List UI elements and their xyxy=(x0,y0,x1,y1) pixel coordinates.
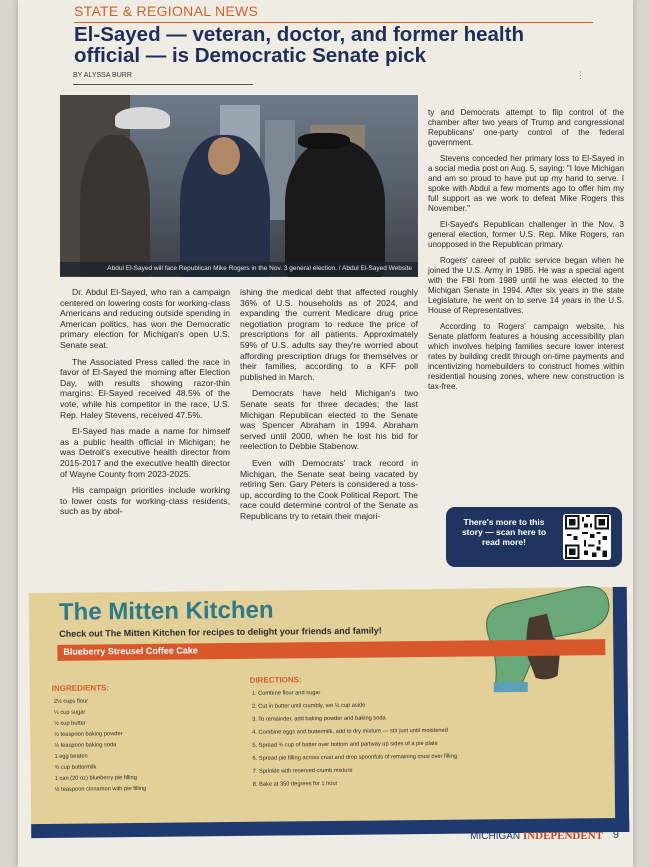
ingredients-list xyxy=(54,696,146,796)
section-label: STATE & REGIONAL NEWS xyxy=(74,3,259,19)
page-number: 9 xyxy=(612,829,619,841)
logo-part: MICHIGAN xyxy=(470,831,521,842)
directions-list xyxy=(252,687,458,793)
photo-caption: Abdul El-Sayed will face Republican Mike Rogers in the Nov. 3 general election. / Abdul El-Sayed Website xyxy=(60,262,418,276)
direction-step: 7. Sprinkle with reserved crumb mixture xyxy=(252,767,353,775)
paragraph: His campaign priorities include working to lower costs for working-class residents, such as by abol- xyxy=(60,485,230,517)
direction-step: 8. Bake at 350 degrees for 1 hour xyxy=(252,780,338,788)
direction-step: 4. Combine eggs and buttermilk, add to dry mixture — stir just until moistened xyxy=(252,727,448,736)
paragraph: The Associated Press called the race in favor of El-Sayed the morning after Election Day, with results showing razor-thin margins: El-Sayed received 48.5% of the vote, while his competitor in the race, U.S. Rep. Haley Stevens, received 47.5%. xyxy=(60,356,230,420)
paragraph: Stevens conceded her primary loss to El-Sayed in a social media post on Aug. 5, saying: "I love Michigan and am so proud to have put up my hand to serve. I spoke with Abdul a few moments ago to offer him my full support as we work to defeat Mike Rogers this November." xyxy=(428,154,624,213)
paragraph: El-Sayed's Republican challenger in the Nov. 3 general election, former U.S. Rep. Mike Rogers, ran unopposed in the Republican primary. xyxy=(428,220,624,249)
ingredient-item: ¾ cup buttermilk xyxy=(54,764,97,771)
byline-divider xyxy=(73,84,253,85)
logo-part: INDEPENDENT xyxy=(522,830,603,842)
ingredient-item: ½ teaspoon baking powder xyxy=(54,731,123,738)
qr-callout-text: There's more to this story — scan here to read more! xyxy=(461,517,547,547)
ingredient-item: ¼ cup sugar xyxy=(53,709,86,716)
paragraph: Dr. Abdul El-Sayed, who ran a campaign centered on lowering costs for working-class Americans and reducing outside spending in American politics, has won the Democratic primary election for Michigan's open U.S. Senate seat. xyxy=(60,287,230,350)
recipe-name: Blueberry Streusel Coffee Cake xyxy=(63,645,198,657)
paragraph: Democrats have held Michigan's two Senate seats for three decades; the last Michigan Republican elected to the Senate was Spencer Abraham in 1994. Abraham served until 2000, when he lost his bid for reelection to Debbie Stabenow. xyxy=(240,388,418,452)
qr-code-icon[interactable] xyxy=(563,514,611,560)
direction-step: 2. Cut in butter until crumbly, set ½ cup aside xyxy=(251,702,366,710)
paragraph: Rogers' career of public service began when he joined the U.S. Army in 1985. He was a special agent with the FBI from 1989 until he was elected to the Michigan Senate in 1994. After six years in the state Legislature, he went on to serve 14 years in the U.S. House of Representatives. xyxy=(428,256,624,315)
qr-callout[interactable] xyxy=(446,507,622,567)
ingredient-item: ½ teaspoon cinnamon with pie filling xyxy=(54,785,147,793)
ingredient-item: ½ teaspoon baking soda xyxy=(54,742,117,749)
more-icon: ⋮ xyxy=(576,70,585,80)
article-column-3 xyxy=(428,108,624,398)
newspaper-page xyxy=(18,0,633,867)
paragraph: ty and Democrats attempt to flip control of the chamber after two years of Trump and congressional Republicans' one-party control of the federal government. xyxy=(428,108,624,147)
ingredient-item: 2½ cups flour xyxy=(53,698,89,705)
kitchen-title: The Mitten Kitchen xyxy=(58,596,274,626)
ingredients-heading: INGREDIENTS: xyxy=(51,683,110,693)
directions-heading: DIRECTIONS: xyxy=(249,675,302,685)
kitchen-subtitle: Check out The Mitten Kitchen for recipes to delight your friends and family! xyxy=(59,625,382,639)
ingredient-item: 1 egg beaten xyxy=(54,753,88,760)
oven-mitt-icon xyxy=(469,577,620,699)
direction-step: 3. To remainder, add baking powder and baking soda xyxy=(252,715,386,723)
direction-step: 5. Spread ¾ cup of batter over bottom and partway up sides of a pie plate xyxy=(252,740,438,749)
publication-logo xyxy=(470,830,603,842)
article-photo xyxy=(60,95,418,277)
article-column-1 xyxy=(60,287,230,523)
paragraph: El-Sayed has made a name for himself as a public health official in Michigan; he was Detroit's executive health director from 2015-2017 and the executive health director of Wayne County from 2023-2025. xyxy=(60,426,230,479)
byline: BY ALYSSA BURR xyxy=(73,72,132,79)
direction-step: 6. Spread pie filling across crust and drop spoonfuls of remaining crust over filling xyxy=(252,753,458,762)
paragraph: Even with Democrats' track record in Michigan, the Senate seat being vacated by retiring Sen. Gary Peters is considered a toss-up, according to the Cook Political Report. The race could determine control of the Senate as Republicans try to retain their majori- xyxy=(240,457,418,521)
mitten-kitchen-panel xyxy=(29,587,630,838)
ingredient-item: 1 can (20 oz) blueberry pie filling xyxy=(54,775,137,782)
paragraph: ishing the medical debt that affected roughly 36% of U.S. households as of 2024, and expanding the current Medicare drug price negotiation program to reduce the price of prescriptions for all patients. Approximately 59% of U.S. adults say they're worried about affording prescription drugs for themselves or their families, according to a KFF poll published in March. xyxy=(240,287,418,382)
ingredient-item: ½ cup butter xyxy=(54,720,86,727)
article-column-2 xyxy=(240,287,418,527)
direction-step: 1. Combine flour and sugar xyxy=(251,690,321,697)
headline: El-Sayed — veteran, doctor, and former health official — is Democratic Senate pick xyxy=(74,23,524,67)
paragraph: According to Rogers' campaign website, his Senate platform features a housing accessibility plan which involves helping families secure lower interest rates by building credit through on-time payments and incentivizing homebuilders to construct homes within residential housing zones, where new construction is tax-free. xyxy=(428,322,624,391)
